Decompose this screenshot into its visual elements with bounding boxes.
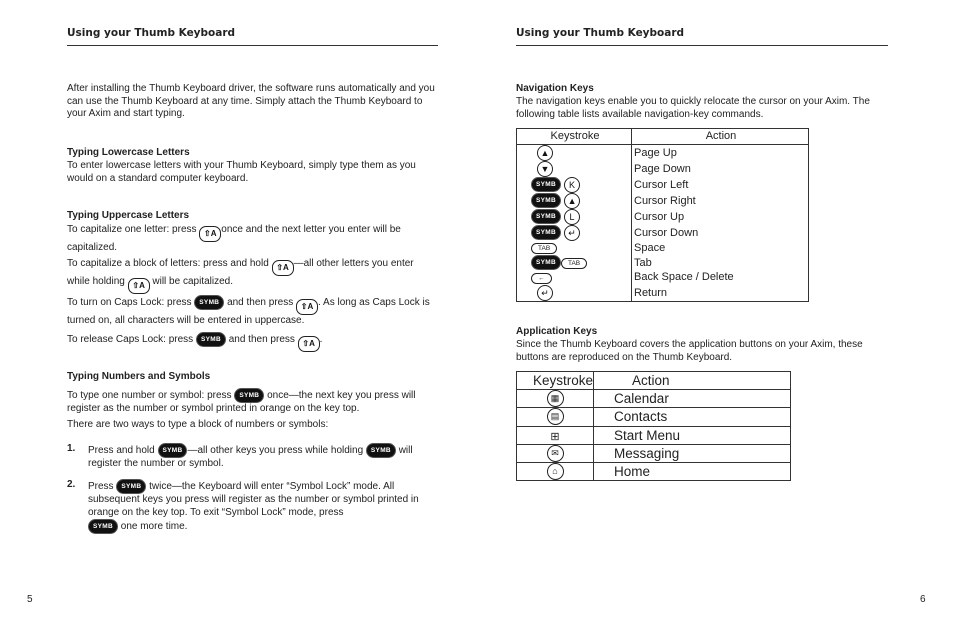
right-page-number: 6 (920, 594, 926, 605)
up-arrow-icon: ▲ (564, 193, 580, 209)
return-key-icon: ↵ (537, 285, 553, 301)
symb-key-icon: SYMB (366, 443, 396, 458)
action-cell: Home (594, 462, 791, 480)
action-header: Action (594, 372, 791, 390)
uppercase-p2-text-b: —all other letters you enter while holding (67, 258, 414, 287)
list-item-text (88, 443, 438, 471)
keystroke-cell (517, 225, 632, 241)
k-key-icon: K (564, 177, 580, 193)
uppercase-p1-text-b: once and the next letter you enter will be capitalized. (67, 224, 401, 253)
up-arrow-icon: ▲ (537, 145, 553, 161)
application-keys-table (516, 371, 791, 481)
action-cell: Cursor Down (632, 225, 809, 241)
action-cell: Contacts (594, 408, 791, 426)
nav-body: The navigation keys enable you to quickly relocate the cursor on your Axim. The following table lists available navigation-key commands. (516, 96, 870, 120)
action-cell: Cursor Right (632, 193, 809, 209)
keystroke-cell (517, 255, 632, 270)
action-cell: Page Down (632, 161, 809, 177)
table-row (517, 144, 809, 161)
action-header: Action (632, 129, 809, 145)
symb-key-icon: SYMB (158, 443, 188, 458)
uppercase-p3-text-b: and then press (227, 297, 294, 308)
alt-key-icon: ⇧A (272, 260, 294, 276)
contacts-icon: ▤ (547, 408, 564, 425)
uppercase-p3-text-c: . As long as Caps Lock is turned on, all characters will be entered in uppercase. (67, 297, 430, 326)
action-cell: Start Menu (594, 426, 791, 444)
alt-key-icon: ⇧A (296, 299, 318, 315)
start-menu-icon: ⊞ (550, 430, 560, 443)
messaging-icon: ✉ (547, 445, 564, 462)
keystroke-header: Keystroke (517, 372, 594, 390)
alt-key-icon: ⇧A (298, 336, 320, 352)
keystroke-cell (517, 161, 632, 177)
item1-text-a: Press and hold (88, 445, 155, 456)
symb-key-icon: SYMB (88, 519, 118, 534)
alt-key-icon: ⇧A (128, 278, 150, 294)
keystroke-cell (517, 209, 632, 225)
l-key-icon: L (564, 209, 580, 225)
keystroke-cell (517, 285, 632, 302)
table-row (517, 177, 809, 193)
home-icon: ⌂ (547, 463, 564, 480)
numbers-p1-text-a: To type one number or symbol: press (67, 390, 232, 401)
table-row (517, 462, 791, 480)
item1-text-b: —all other keys you press while holding (187, 445, 364, 456)
action-cell: Page Up (632, 144, 809, 161)
left-page-number: 5 (27, 594, 33, 605)
table-row (517, 426, 791, 444)
symb-key-icon: SYMB (531, 225, 561, 240)
nav-heading: Navigation Keys (516, 83, 594, 94)
table-row (517, 161, 809, 177)
uppercase-p2-text-c: will be capitalized. (152, 276, 233, 287)
item2-text-b: twice—the Keyboard will enter “Symbol Lock” mode. All subsequent keys you press will register as the number or symbol printed in orange on the key top. To exit “Symbol Lock” mode, press (88, 481, 419, 518)
symb-key-icon: SYMB (531, 177, 561, 192)
uppercase-p2-text-a: To capitalize a block of letters: press and hold (67, 258, 269, 269)
symb-key-icon: SYMB (531, 193, 561, 208)
symb-key-icon: SYMB (194, 295, 224, 310)
keystroke-cell (517, 408, 594, 426)
list-item-number: 1. (67, 443, 76, 454)
app-heading: Application Keys (516, 326, 598, 337)
calendar-icon: ▦ (547, 390, 564, 407)
action-cell: Cursor Up (632, 209, 809, 225)
numbers-p1 (67, 388, 438, 416)
keystroke-cell (517, 144, 632, 161)
item2-text-a: Press (88, 481, 114, 492)
symb-key-icon: SYMB (116, 479, 146, 494)
table-row (517, 225, 809, 241)
action-cell: Return (632, 285, 809, 302)
keystroke-cell (517, 426, 594, 444)
navigation-keys-table (516, 128, 809, 302)
symb-key-icon: SYMB (196, 332, 226, 347)
item2-text-c: one more time. (120, 521, 188, 532)
keystroke-cell (517, 390, 594, 408)
action-cell: Cursor Left (632, 177, 809, 193)
symb-key-icon: SYMB (531, 255, 561, 270)
lowercase-body: To enter lowercase letters with your Thumb Keyboard, simply type them as you would on a standard computer keyboard. (67, 160, 416, 184)
keystroke-cell (517, 193, 632, 209)
uppercase-p4-text-b: and then press (228, 334, 295, 345)
alt-key-icon: ⇧A (199, 226, 221, 242)
keystroke-cell (517, 177, 632, 193)
intro-paragraph: After installing the Thumb Keyboard driver, the software runs automatically and you can use the Thumb Keyboard at any time. Simply attach the Thumb Keyboard to your Axim and start typing. (67, 83, 435, 119)
numbers-p2: There are two ways to type a block of numbers or symbols: (67, 419, 329, 430)
table-row (517, 285, 809, 302)
uppercase-p1 (67, 224, 438, 255)
table-header-row (517, 372, 791, 390)
keystroke-cell (517, 462, 594, 480)
uppercase-p2 (67, 258, 438, 294)
return-key-icon: ↵ (564, 225, 580, 241)
action-cell: Tab (632, 255, 809, 270)
left-page (67, 0, 438, 618)
symb-key-icon: SYMB (234, 388, 264, 403)
keystroke-cell (517, 444, 594, 462)
item1-text-c: will register the number or symbol. (88, 445, 413, 469)
table-row (517, 193, 809, 209)
uppercase-p4-text-a: To release Caps Lock: press (67, 334, 194, 345)
left-page-header: Using your Thumb Keyboard (67, 27, 438, 46)
table-row (517, 444, 791, 462)
keystroke-cell (517, 241, 632, 256)
action-cell: Back Space / Delete (632, 270, 809, 285)
table-header-row (517, 129, 809, 145)
uppercase-p3-text-a: To turn on Caps Lock: press (67, 297, 192, 308)
keystroke-cell (517, 270, 632, 285)
list-item-number: 2. (67, 479, 76, 490)
uppercase-p4-text-c: . (319, 334, 323, 345)
uppercase-p4 (67, 332, 438, 352)
action-cell: Calendar (594, 390, 791, 408)
table-row (517, 255, 809, 270)
table-row (517, 408, 791, 426)
table-row (517, 390, 791, 408)
lowercase-heading: Typing Lowercase Letters (67, 147, 190, 158)
down-arrow-icon: ▼ (537, 161, 553, 177)
uppercase-p1-text-a: To capitalize one letter: press (67, 224, 197, 235)
symb-key-icon: SYMB (531, 209, 561, 224)
keystroke-header: Keystroke (517, 129, 632, 145)
tab-key-icon: TAB (531, 243, 557, 254)
numbers-heading: Typing Numbers and Symbols (67, 371, 211, 382)
numbers-p1-text-b: once—the next key you press will register as the number or symbol printed in orange on the key top. (67, 390, 416, 414)
right-page (516, 0, 888, 618)
table-row (517, 209, 809, 225)
uppercase-heading: Typing Uppercase Letters (67, 210, 190, 221)
table-row (517, 270, 809, 285)
tab-key-icon: TAB (561, 258, 587, 269)
app-body: Since the Thumb Keyboard covers the application buttons on your Axim, these buttons are reproduced on the Thumb Keyboard. (516, 339, 863, 363)
uppercase-p3 (67, 295, 438, 328)
list-item-text (88, 479, 438, 534)
table-row (517, 241, 809, 256)
backspace-key-icon: ← (531, 273, 552, 284)
right-page-header: Using your Thumb Keyboard (516, 27, 888, 46)
action-cell: Messaging (594, 444, 791, 462)
action-cell: Space (632, 241, 809, 256)
